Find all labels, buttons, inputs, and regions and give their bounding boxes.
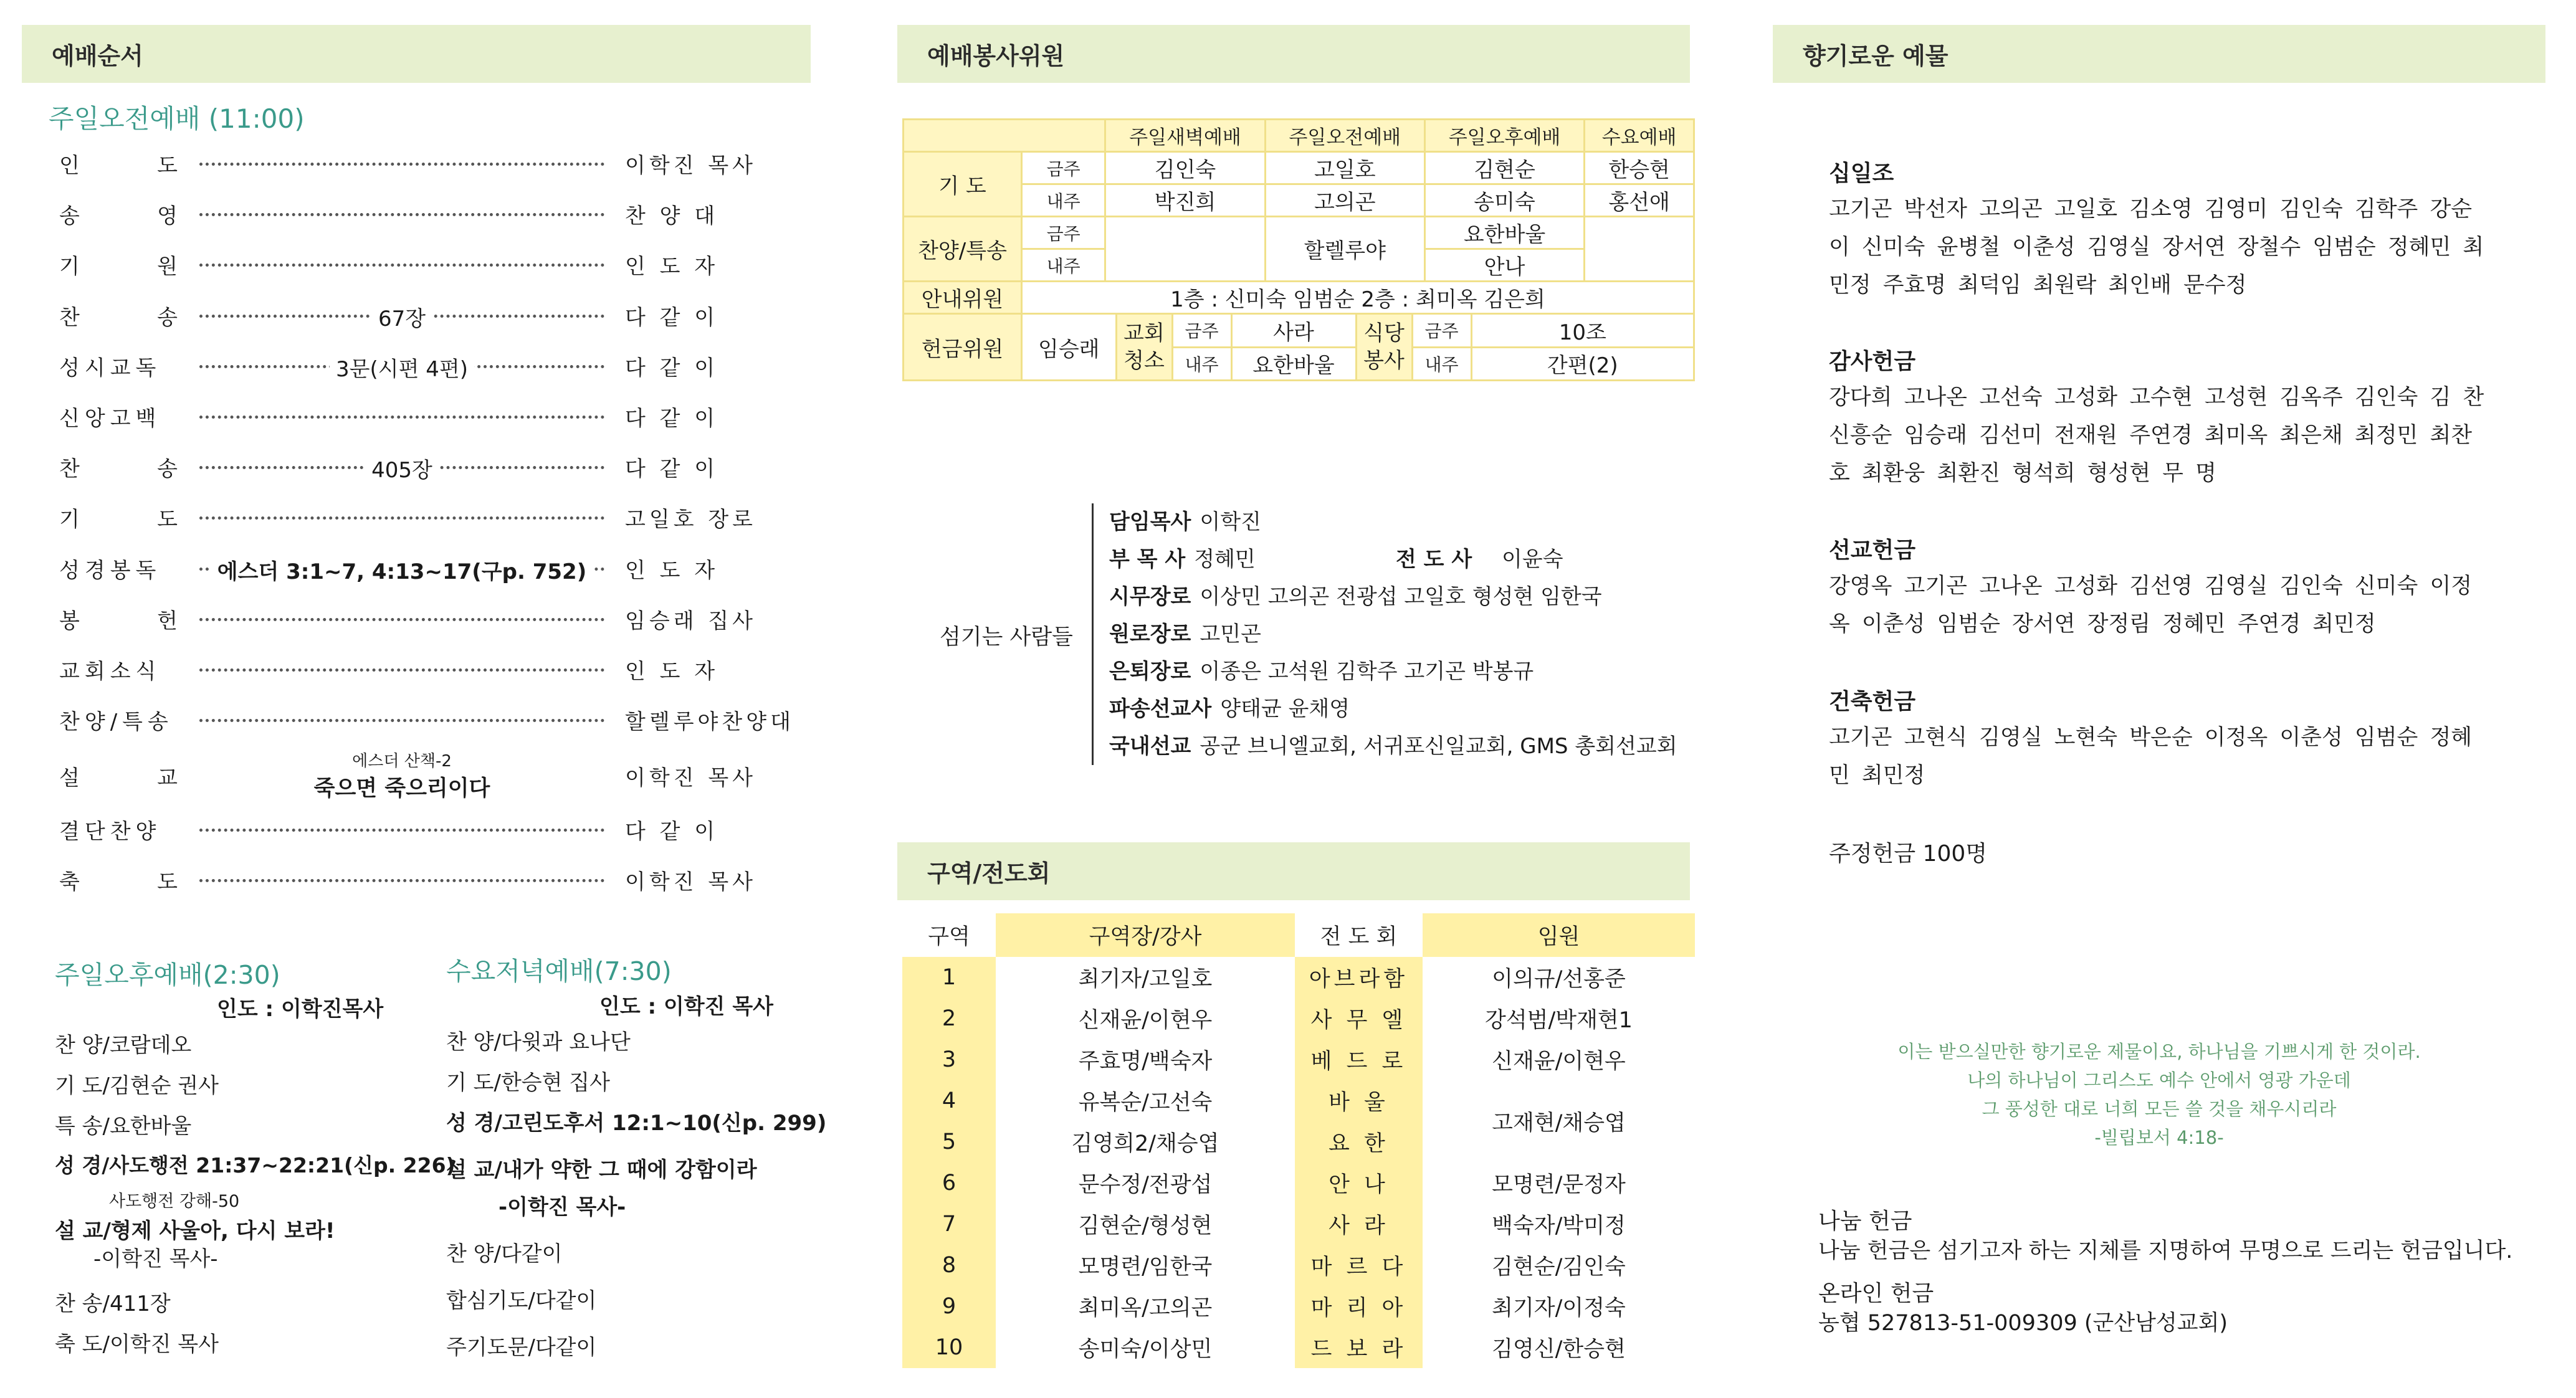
district-number: 8 xyxy=(902,1245,996,1286)
district-row xyxy=(902,1327,1695,1368)
district-row xyxy=(902,1039,1695,1080)
offering-header-label: 향기로운 예물 xyxy=(1803,42,1949,70)
next-week: 내주 xyxy=(1172,347,1231,379)
servant-names: 정혜민 xyxy=(1194,547,1256,572)
group-officer: 최기자/이정숙 xyxy=(1492,1296,1626,1321)
order-item xyxy=(59,502,178,533)
prayer-cell: 송미숙 xyxy=(1424,184,1584,217)
order-item xyxy=(59,199,178,229)
volunteers-header-label: 예배봉사위원 xyxy=(927,42,1065,70)
prayer-cell: 고의곤 xyxy=(1265,184,1424,217)
online-text: 농협 527813-51-009309 (군산남성교회) xyxy=(1818,1311,2228,1336)
district-row xyxy=(902,957,1695,998)
verse-line: 그 풍성한 대로 너희 모든 쓸 것을 채우시리라 xyxy=(1982,1098,2337,1120)
district-row xyxy=(902,1204,1695,1245)
order-header-label: 예배순서 xyxy=(52,42,143,70)
district-header-label: 구역/전도회 xyxy=(927,860,1051,887)
order-item-char: 송 xyxy=(59,203,80,229)
col-header: 수요예배 xyxy=(1585,120,1694,152)
order-item-char: 봉 xyxy=(59,608,80,634)
servant-title: 은퇴장로 xyxy=(1109,659,1191,684)
dotted-leader xyxy=(199,879,604,882)
sermon-title: 죽으면 죽으리이다 xyxy=(313,776,490,801)
order-row xyxy=(59,650,776,688)
this-week: 금주 xyxy=(1412,315,1471,347)
afternoon-line: 기 도/김현순 권사 xyxy=(55,1073,219,1098)
order-detail: 405장 xyxy=(365,458,439,483)
wednesday-line: -이학진 목사- xyxy=(499,1195,626,1220)
building-title: 건축헌금 xyxy=(1829,689,1916,715)
prayer-cell: 김현순 xyxy=(1424,152,1584,184)
next-week: 내주 xyxy=(1022,249,1105,282)
servant-row xyxy=(1109,617,1261,647)
order-detail: 3문(시편 4편) xyxy=(330,357,474,382)
servants-label: 섬기는 사람들 xyxy=(940,625,1073,650)
district-number: 10 xyxy=(902,1327,996,1368)
online-title: 온라인 헌금 xyxy=(1818,1281,1934,1306)
verse-ref: -빌립보서 4:18- xyxy=(2094,1127,2224,1148)
prayer-cell: 김인숙 xyxy=(1105,152,1265,184)
district-col-header: 전 도 회 xyxy=(1320,925,1398,949)
order-row xyxy=(59,347,776,384)
afternoon-line: 찬 송/411장 xyxy=(55,1291,171,1316)
wednesday-line: 합심기도/다같이 xyxy=(446,1288,597,1313)
servant-row xyxy=(1109,729,1677,759)
district-number: 2 xyxy=(902,998,996,1039)
servant-title: 파송선교사 xyxy=(1109,697,1212,721)
district-row xyxy=(902,1245,1695,1286)
order-item: 성경봉독 xyxy=(59,558,161,583)
group-officer: 백숙자/박미정 xyxy=(1492,1214,1626,1239)
mission-names: 강영옥 고기곤 고나온 고성화 김선영 김영실 김인숙 신미숙 이정옥 이춘성 임범순 장서연 장정림 정혜민 주연경 최민정 xyxy=(1829,574,2473,637)
clean-next: 요한바울 xyxy=(1231,347,1356,379)
order-item-char: 도 xyxy=(157,869,178,895)
afternoon-line: 설 교/형제 사울아, 다시 보라! xyxy=(55,1219,335,1243)
dotted-leader xyxy=(199,719,604,722)
clean-this: 사라 xyxy=(1231,315,1356,347)
servants-divider xyxy=(1092,503,1094,765)
tithe-names: 고기곤 박선자 고의곤 고일호 김소영 김영미 김인숙 김학주 강순이 신미숙 윤병철 이춘성 김영실 장서연 장철수 임범순 정혜민 최민정 주효명 최덕임 최원락 최인배 문수정 xyxy=(1829,197,2484,298)
order-leader: 다 같 이 xyxy=(625,819,719,844)
prayer-label: 기 도 xyxy=(904,152,1022,217)
volunteers-table xyxy=(902,118,1695,381)
col-header: 주일오전예배 xyxy=(1265,120,1424,152)
servant-row xyxy=(1109,579,1602,610)
servant-title: 전 도 사 xyxy=(1396,547,1472,572)
next-week: 내주 xyxy=(1412,347,1471,379)
order-leader: 이학진 목사 xyxy=(625,765,757,791)
dotted-leader xyxy=(199,668,604,672)
district-row xyxy=(902,1286,1695,1327)
order-leader: 이학진 목사 xyxy=(625,153,757,178)
order-item-char: 영 xyxy=(157,203,178,229)
wednesday-line: 찬 양/다윗과 요나단 xyxy=(446,1030,631,1055)
district-col-header: 임원 xyxy=(1423,913,1695,957)
building-names: 고기곤 고현식 김영실 노현숙 박은순 이정옥 이춘성 임범순 정혜민 최민정 xyxy=(1829,725,2473,788)
order-row xyxy=(59,448,776,485)
this-week: 금주 xyxy=(1022,152,1105,184)
order-row xyxy=(59,549,776,587)
afternoon-line: 특 송/요한바울 xyxy=(55,1114,192,1139)
district-row xyxy=(902,1163,1695,1204)
order-row xyxy=(59,245,776,283)
order-item-char: 도 xyxy=(157,153,178,178)
order-item xyxy=(59,865,178,895)
district-number: 1 xyxy=(902,957,996,998)
order-item-char: 찬 xyxy=(59,305,80,330)
order-item-char: 송 xyxy=(157,305,178,330)
order-row xyxy=(59,701,794,738)
order-row xyxy=(59,498,776,536)
morning-title: 주일오전예배 (11:00) xyxy=(49,103,305,134)
prayer-cell: 홍선애 xyxy=(1585,184,1694,217)
district-col-header: 구역장/강사 xyxy=(996,913,1295,957)
verse-line: 이는 받으실만한 향기로운 제물이요, 하나님을 기쁘시게 한 것이라. xyxy=(1897,1041,2421,1062)
district-col-header: 구역 xyxy=(928,925,970,949)
next-week: 내주 xyxy=(1022,184,1105,217)
servant-row xyxy=(1109,505,1261,535)
district-leader: 신재윤/이현우 xyxy=(1078,1008,1213,1033)
order-row xyxy=(59,397,776,435)
mission-group: 마 르 다 xyxy=(1295,1245,1423,1286)
mission-group: 바 울 xyxy=(1295,1080,1423,1121)
order-item-char: 기 xyxy=(59,254,80,279)
order-item: 성시교독 xyxy=(59,355,161,381)
mission-group: 마 리 아 xyxy=(1295,1286,1423,1327)
dotted-leader xyxy=(199,213,604,216)
district-leader: 주효명/백숙자 xyxy=(1078,1049,1213,1074)
group-officer: 모명련/문정자 xyxy=(1492,1172,1626,1197)
servant-title: 담임목사 xyxy=(1109,510,1191,535)
order-leader: 이학진 목사 xyxy=(625,869,757,895)
order-item-char: 송 xyxy=(157,456,178,482)
order-item xyxy=(59,300,178,331)
order-item xyxy=(59,761,178,791)
afternoon-line: 축 도/이학진 목사 xyxy=(55,1332,219,1357)
dining-label: 식당 봉사 xyxy=(1356,315,1412,379)
order-item-char: 도 xyxy=(157,506,178,532)
district-leader: 송미숙/이상민 xyxy=(1078,1337,1213,1362)
tithe-title: 십일조 xyxy=(1829,161,1894,186)
prayer-cell: 박진희 xyxy=(1105,184,1265,217)
wednesday-line: 성 경/고린도후서 12:1~10(신p. 299) xyxy=(446,1111,827,1136)
group-officer: 김현순/김인숙 xyxy=(1492,1255,1626,1280)
order-row xyxy=(59,752,776,801)
order-detail: 67장 xyxy=(372,307,432,331)
district-number: 3 xyxy=(902,1039,996,1080)
offering-group xyxy=(1022,314,1694,381)
order-row xyxy=(59,811,776,848)
dining-this: 10조 xyxy=(1471,315,1693,347)
wednesday-line: 기 도/한승현 집사 xyxy=(446,1070,610,1095)
volunteers-header xyxy=(897,25,1690,83)
praise-next: 안나 xyxy=(1424,249,1584,282)
mission-group: 아브라함 xyxy=(1295,957,1423,998)
col-header: 주일오후예배 xyxy=(1424,120,1584,152)
praise-label: 찬양/특송 xyxy=(904,217,1022,282)
thanks-title: 감사헌금 xyxy=(1829,349,1916,374)
order-leader: 찬 양 대 xyxy=(625,203,719,229)
servant-names: 이학진 xyxy=(1200,510,1261,535)
order-item-char: 원 xyxy=(157,254,178,279)
district-leader: 최미옥/고의곤 xyxy=(1078,1296,1213,1321)
order-item-char: 기 xyxy=(59,506,80,532)
dotted-leader xyxy=(199,516,604,520)
servant-names: 고민곤 xyxy=(1200,622,1261,647)
mission-group: 사 라 xyxy=(1295,1204,1423,1245)
group-officer: 고재현/채승엽 xyxy=(1492,1111,1626,1136)
group-officer: 강석범/박재현1 xyxy=(1485,1008,1633,1033)
dotted-leader xyxy=(199,264,604,267)
wednesday-leader: 인도 : 이학진 목사 xyxy=(599,994,774,1019)
afternoon-title: 주일오후예배(2:30) xyxy=(55,960,280,990)
afternoon-line: -이학진 목사- xyxy=(93,1247,218,1272)
offering-header xyxy=(1773,25,2545,83)
mission-group: 사 무 엘 xyxy=(1295,998,1423,1039)
prayer-cell: 한승현 xyxy=(1585,152,1694,184)
servant-names: 공군 브니엘교회, 서귀포신일교회, GMS 총회선교회 xyxy=(1200,734,1677,759)
district-number: 9 xyxy=(902,1286,996,1327)
prayer-cell: 고일호 xyxy=(1265,152,1424,184)
district-table xyxy=(902,913,1695,1368)
dotted-leader xyxy=(199,618,604,621)
order-header xyxy=(22,25,811,83)
verse-line: 나의 하나님이 그리스도 예수 안에서 영광 가운데 xyxy=(1967,1070,2351,1091)
mission-group: 안 나 xyxy=(1295,1163,1423,1204)
afternoon-line: 찬 양/코람데오 xyxy=(55,1033,192,1058)
thanks-names: 강다희 고나온 고선숙 고성화 고수현 고성현 김옥주 김인숙 김 찬 신흥순 임승래 김선미 전재원 주연경 최미옥 최은채 최정민 최찬호 최환웅 최환진 형석희 형성현 무 명 xyxy=(1829,385,2484,486)
district-leader: 김현순/형성현 xyxy=(1078,1214,1213,1239)
order-row xyxy=(59,195,776,232)
servant-title: 원로장로 xyxy=(1109,622,1191,647)
order-row xyxy=(59,145,776,182)
col-header: 주일새벽예배 xyxy=(1105,120,1265,152)
district-row xyxy=(902,1080,1695,1121)
district-header xyxy=(897,842,1690,900)
offering-person: 임승래 xyxy=(1023,315,1116,379)
servant-row xyxy=(1109,654,1534,685)
servant-names: 이종은 고석원 김학주 고기곤 박봉규 xyxy=(1200,659,1534,684)
order-detail: 에스더 3:1~7, 4:13~17(구p. 752) xyxy=(211,559,593,584)
district-leader: 김영희2/채승엽 xyxy=(1071,1131,1219,1156)
servant-names: 이윤숙 xyxy=(1502,547,1563,572)
praise-choir: 할렐루야 xyxy=(1265,217,1424,282)
servant-title: 부 목 사 xyxy=(1109,547,1186,572)
servant-names: 이상민 고의곤 전광섭 고일호 형성현 임한국 xyxy=(1200,584,1602,609)
order-leader: 다 같 이 xyxy=(625,305,719,330)
order-leader: 다 같 이 xyxy=(625,456,719,482)
servant-row xyxy=(1109,542,1563,573)
afternoon-line: 사도행전 강해-50 xyxy=(109,1192,240,1211)
afternoon-line: 성 경/사도행전 21:37~22:21(신p. 226) xyxy=(55,1153,456,1177)
group-officer: 신재윤/이현우 xyxy=(1492,1049,1626,1074)
order-row xyxy=(59,600,776,637)
wednesday-line: 찬 양/다같이 xyxy=(446,1242,563,1267)
district-leader: 모명련/임한국 xyxy=(1078,1255,1213,1280)
servant-names: 양태균 윤채영 xyxy=(1220,697,1350,721)
servant-title: 국내선교 xyxy=(1109,734,1191,759)
group-officer: 이의규/선홍준 xyxy=(1492,967,1626,992)
order-item: 교회소식 xyxy=(59,659,161,684)
order-row xyxy=(59,861,776,898)
wednesday-line: 주기도문/다같이 xyxy=(446,1335,597,1360)
order-item-char: 찬 xyxy=(59,456,80,482)
offering-label: 헌금위원 xyxy=(904,314,1022,381)
dotted-leader xyxy=(199,163,604,166)
order-leader: 다 같 이 xyxy=(625,406,719,431)
mission-title: 선교헌금 xyxy=(1829,538,1916,563)
order-leader: 임승래 집사 xyxy=(625,608,757,634)
district-row xyxy=(902,998,1695,1039)
guide-label: 안내위원 xyxy=(904,282,1022,314)
this-week: 금주 xyxy=(1022,217,1105,249)
clean-label: 교회 청소 xyxy=(1116,315,1172,379)
servant-title: 시무장로 xyxy=(1109,584,1191,609)
order-item-char: 축 xyxy=(59,869,80,895)
order-leader: 인 도 자 xyxy=(625,254,719,279)
mission-group: 드 보 라 xyxy=(1295,1327,1423,1368)
wednesday-title: 수요저녁예배(7:30) xyxy=(446,956,672,986)
order-leader: 다 같 이 xyxy=(625,355,719,381)
district-leader: 최기자/고일호 xyxy=(1078,967,1213,992)
order-item: 결단찬양 xyxy=(59,819,161,844)
blank-cell xyxy=(904,120,1105,152)
group-officer: 김영신/한승현 xyxy=(1492,1337,1626,1362)
order-leader: 인 도 자 xyxy=(625,659,719,684)
this-week: 금주 xyxy=(1172,315,1231,347)
district-number: 6 xyxy=(902,1163,996,1204)
wednesday-line: 설 교/내가 약한 그 때에 강함이라 xyxy=(446,1158,757,1182)
mission-group: 요 한 xyxy=(1295,1121,1423,1163)
order-item-char: 헌 xyxy=(157,608,178,634)
praise-empty xyxy=(1585,217,1694,282)
order-leader: 고일호 장로 xyxy=(625,506,757,532)
share-title: 나눔 헌금 xyxy=(1818,1209,1912,1234)
sermon-series: 에스더 산책-2 xyxy=(352,752,452,771)
dining-next: 간편(2) xyxy=(1471,347,1693,379)
guide-value: 1층 : 신미숙 임범순 2층 : 최미옥 김은희 xyxy=(1022,282,1694,314)
district-number: 5 xyxy=(902,1121,996,1163)
district-leader: 문수정/전광섭 xyxy=(1078,1172,1213,1197)
afternoon-leader: 인도 : 이학진목사 xyxy=(217,997,384,1022)
order-item xyxy=(59,148,178,179)
mission-group: 베 드 로 xyxy=(1295,1039,1423,1080)
order-item-char: 인 xyxy=(59,153,80,178)
district-leader: 유복순/고선숙 xyxy=(1078,1090,1213,1115)
weekly-offering: 주정헌금 100명 xyxy=(1829,841,1988,867)
order-item: 찬양/특송 xyxy=(59,709,173,735)
order-item xyxy=(59,249,178,280)
order-item xyxy=(59,452,178,482)
servant-row xyxy=(1109,692,1350,722)
district-header-row xyxy=(902,913,1695,957)
praise-this: 요한바울 xyxy=(1424,217,1584,249)
order-row xyxy=(59,297,776,334)
dotted-leader xyxy=(199,416,604,419)
order-leader: 인 도 자 xyxy=(625,558,719,583)
order-item-char: 설 xyxy=(59,765,80,791)
praise-empty xyxy=(1105,217,1265,282)
district-number: 4 xyxy=(902,1080,996,1121)
share-text: 나눔 헌금은 섬기고자 하는 지체를 지명하여 무명으로 드리는 헌금입니다. xyxy=(1818,1239,2513,1263)
order-leader: 할렐루야찬양대 xyxy=(625,709,794,735)
order-item-char: 교 xyxy=(157,765,178,791)
sermon-block xyxy=(199,748,604,802)
dotted-leader xyxy=(199,829,604,832)
district-number: 7 xyxy=(902,1204,996,1245)
order-item xyxy=(59,604,178,634)
order-item: 신앙고백 xyxy=(59,406,161,431)
